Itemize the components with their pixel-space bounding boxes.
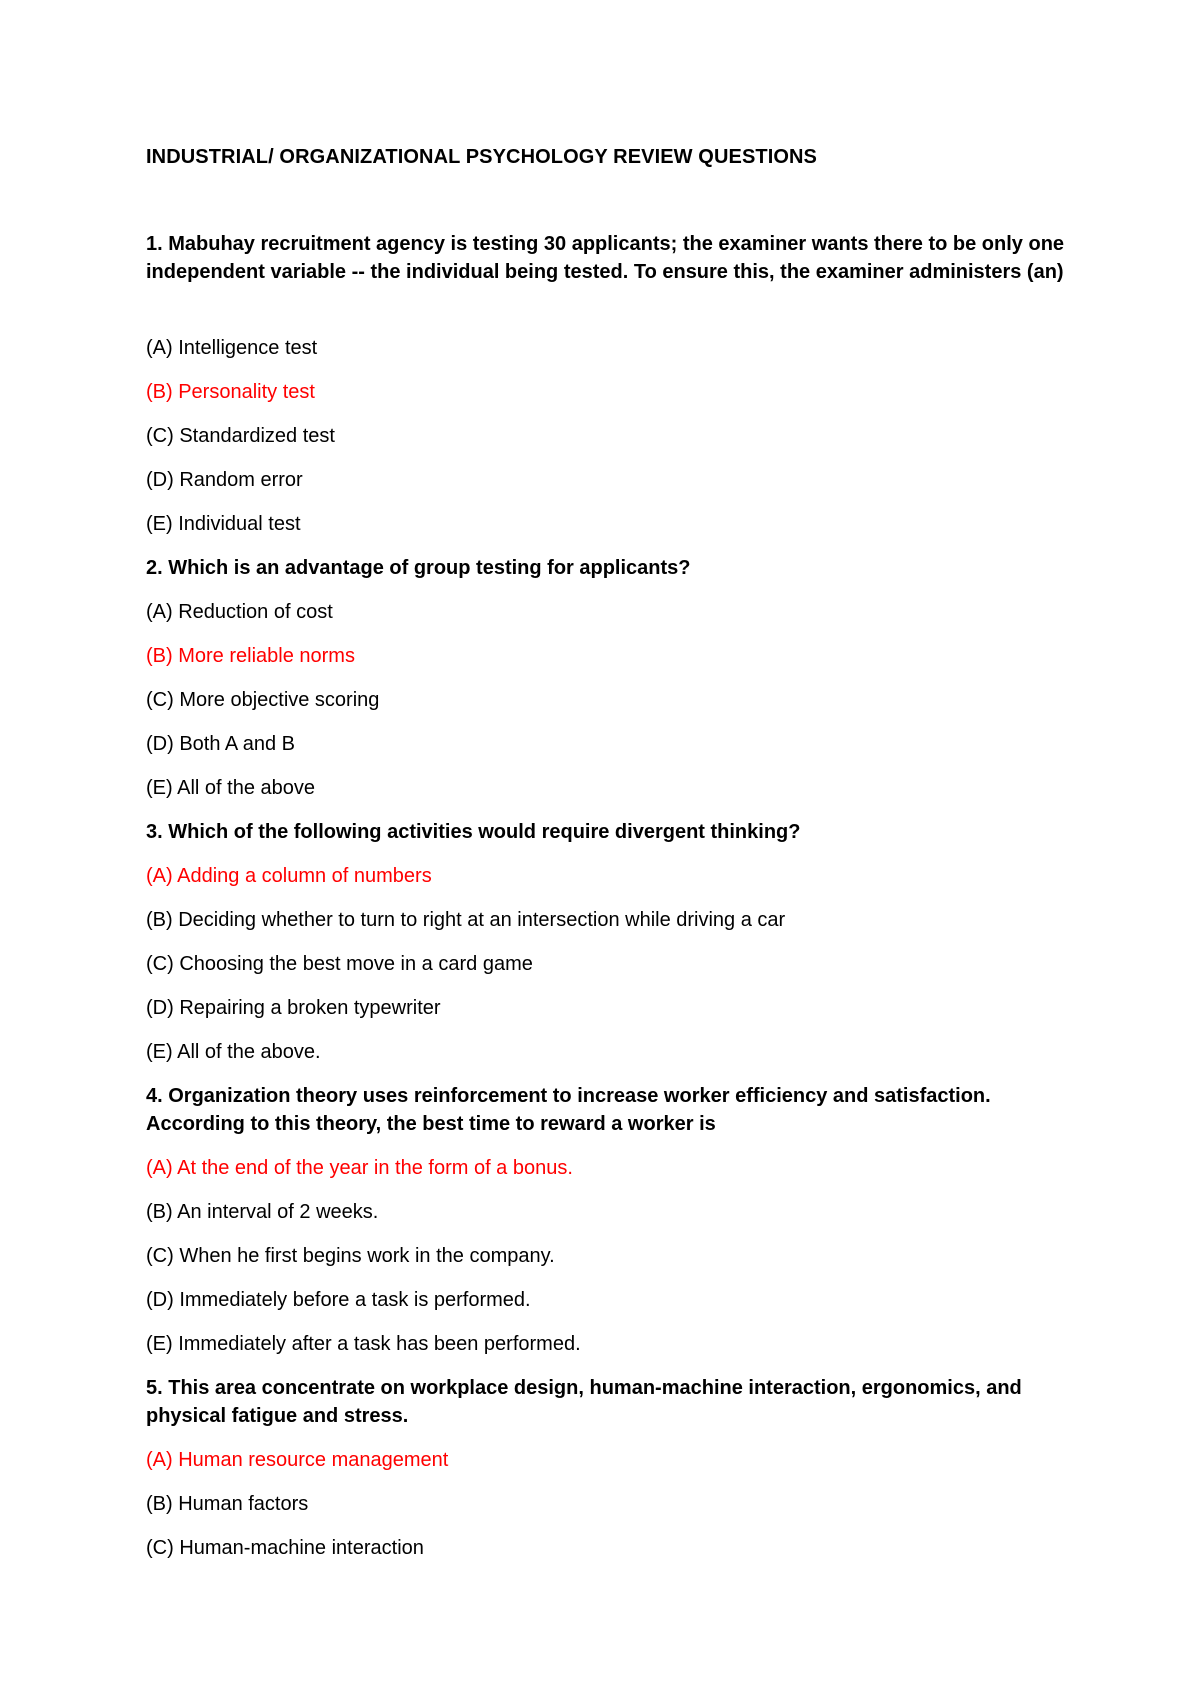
question-5-option-a: (A) Human resource management [146, 1449, 449, 1471]
question-1-option-e: (E) Individual test [146, 513, 301, 535]
question-3-option-a: (A) Adding a column of numbers [146, 865, 432, 887]
question-5-option-b: (B) Human factors [146, 1493, 309, 1515]
question-1-option-a: (A) Intelligence test [146, 337, 318, 359]
question-4-option-a: (A) At the end of the year in the form of a bonus. [146, 1157, 573, 1179]
question-1-option-c: (C) Standardized test [146, 425, 335, 447]
question-4-option-b: (B) An interval of 2 weeks. [146, 1201, 379, 1223]
question-2-option-c: (C) More objective scoring [146, 689, 380, 711]
question-4-option-c: (C) When he first begins work in the company. [146, 1245, 555, 1267]
question-4-option-d: (D) Immediately before a task is performed. [146, 1289, 531, 1311]
document-title: INDUSTRIAL/ ORGANIZATIONAL PSYCHOLOGY REVIEW QUESTIONS [146, 146, 817, 168]
question-5-text: 5. This area concentrate on workplace design, human-machine interaction, ergonomics, and physical fatigue and stress. [146, 1377, 1022, 1427]
question-2-option-a: (A) Reduction of cost [146, 601, 333, 623]
question-2-option-b: (B) More reliable norms [146, 645, 355, 667]
question-5-option-c: (C) Human-machine interaction [146, 1537, 424, 1559]
question-3-text: 3. Which of the following activities would require divergent thinking? [146, 821, 801, 843]
question-2-option-d: (D) Both A and B [146, 733, 295, 755]
question-3-option-b: (B) Deciding whether to turn to right at an intersection while driving a car [146, 909, 786, 931]
question-3-option-e: (E) All of the above. [146, 1041, 321, 1063]
question-1-option-b: (B) Personality test [146, 381, 315, 403]
question-1-text: 1. Mabuhay recruitment agency is testing 30 applicants; the examiner wants there to be only one independent variable -- the individual being tested. To ensure this, the examiner administers (an) [146, 233, 1065, 283]
question-1-option-d: (D) Random error [146, 469, 303, 491]
question-3-option-c: (C) Choosing the best move in a card game [146, 953, 533, 975]
question-3-option-d: (D) Repairing a broken typewriter [146, 997, 441, 1019]
question-2-text: 2. Which is an advantage of group testing for applicants? [146, 557, 691, 579]
question-4-text: 4. Organization theory uses reinforcement to increase worker efficiency and satisfaction. According to this theory, the best time to reward a worker is [146, 1085, 991, 1135]
question-2-option-e: (E) All of the above [146, 777, 315, 799]
question-4-option-e: (E) Immediately after a task has been performed. [146, 1333, 581, 1355]
